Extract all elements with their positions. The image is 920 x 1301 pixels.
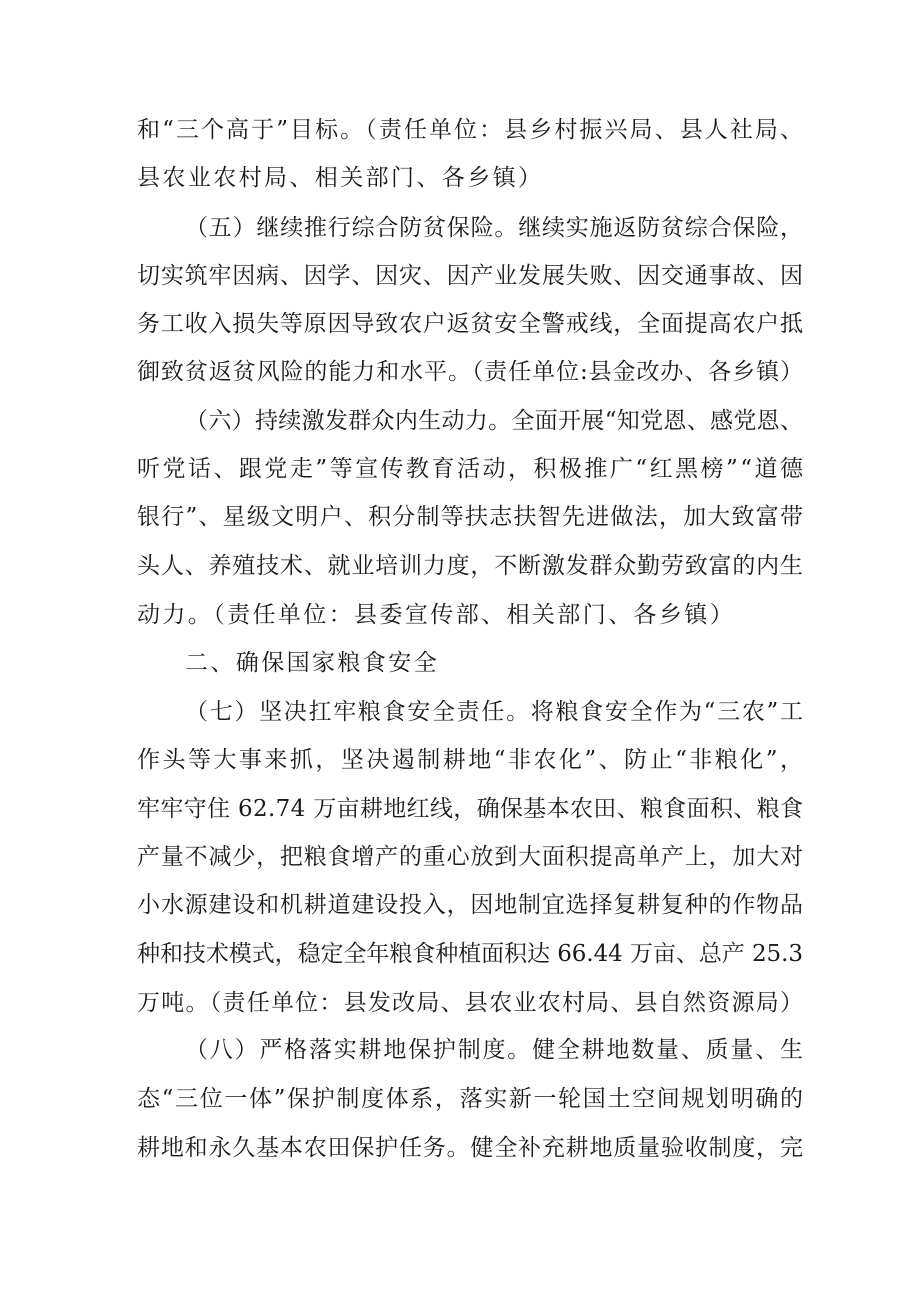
- text-line: [0, 885, 920, 925]
- text-line: [0, 208, 920, 248]
- text-line-content: 银行”、星级文明户、积分制等扶志扶智先进做法，加大致富带: [137, 504, 805, 530]
- text-line-content: 听党话、跟党走”等宣传教育活动，积极推广“红黑榜”“道德: [137, 456, 806, 482]
- text-line: [0, 256, 920, 296]
- text-line: [0, 934, 920, 974]
- text-line: [0, 110, 920, 150]
- text-line: [0, 546, 920, 586]
- text-line: [0, 595, 920, 635]
- text-line-content: 御致贫返贫风险的能力和水平。（责任单位:县金改办、各乡镇）: [137, 359, 804, 385]
- text-line: [0, 740, 920, 780]
- text-line: [0, 497, 920, 537]
- text-line-content: 万吨。（责任单位：县发改局、县农业农村局、县自然资源局）: [137, 990, 805, 1016]
- text-line-content: 态“三位一体”保护制度体系，落实新一轮国土空间规划明确的: [137, 1086, 805, 1112]
- text-line: [0, 692, 920, 732]
- text-line-content: （五）继续推行综合防贫保险。继续实施返防贫综合保险，: [185, 215, 804, 241]
- text-line-content: 和“三个高于”目标。（责任单位：县乡村振兴局、县人社局、: [137, 117, 806, 143]
- text-line: [0, 158, 920, 198]
- text-line-content: （六）持续激发群众内生动力。全面开展“知党恩、感党恩、: [185, 408, 804, 434]
- text-line-content: 务工收入损失等原因导致农户返贫安全警戒线，全面提高农户抵: [137, 311, 804, 337]
- text-line: [0, 1128, 920, 1168]
- text-line-content: 产量不减少，把粮食增产的重心放到大面积提高单产上，加大对: [137, 844, 804, 870]
- text-line-content: 种和技术模式，稳定全年粮食种植面积达 66.44 万亩、总产 25.3: [137, 941, 803, 967]
- text-line-content: 县农业农村局、相关部门、各乡镇）: [137, 165, 544, 191]
- text-line-content: 耕地和永久基本农田保护任务。健全补充耕地质量验收制度，完: [137, 1135, 804, 1161]
- text-line: [0, 304, 920, 344]
- section-heading-text: 二、确保国家粮食安全: [185, 650, 439, 676]
- text-line-content: 牢牢守住 62.74 万亩耕地红线，确保基本农田、粮食面积、粮食: [137, 796, 804, 822]
- text-line: [0, 449, 920, 489]
- text-line-content: （七）坚决扛牢粮食安全责任。将粮食安全作为“三农”工: [185, 699, 805, 725]
- text-line: [0, 1079, 920, 1119]
- text-line-content: （八）严格落实耕地保护制度。健全耕地数量、质量、生: [185, 1037, 805, 1063]
- text-line-content: 小水源建设和机耕道建设投入，因地制宜选择复耕复种的作物品: [137, 892, 804, 918]
- text-line: [0, 401, 920, 441]
- text-line: [0, 1030, 920, 1070]
- text-line-content: 动力。（责任单位：县委宣传部、相关部门、各乡镇）: [137, 602, 736, 628]
- text-line: [0, 789, 920, 829]
- text-line-content: 切实筑牢因病、因学、因灾、因产业发展失败、因交通事故、因: [137, 263, 804, 289]
- text-line-content: 作头等大事来抓，坚决遏制耕地“非农化”、防止“非粮化”，: [137, 747, 806, 773]
- text-line: [0, 352, 920, 392]
- text-line: [0, 983, 920, 1023]
- text-line: [0, 837, 920, 877]
- section-heading: [0, 643, 920, 683]
- text-line-content: 头人、养殖技术、就业培训力度，不断激发群众勤劳致富的内生: [137, 553, 804, 579]
